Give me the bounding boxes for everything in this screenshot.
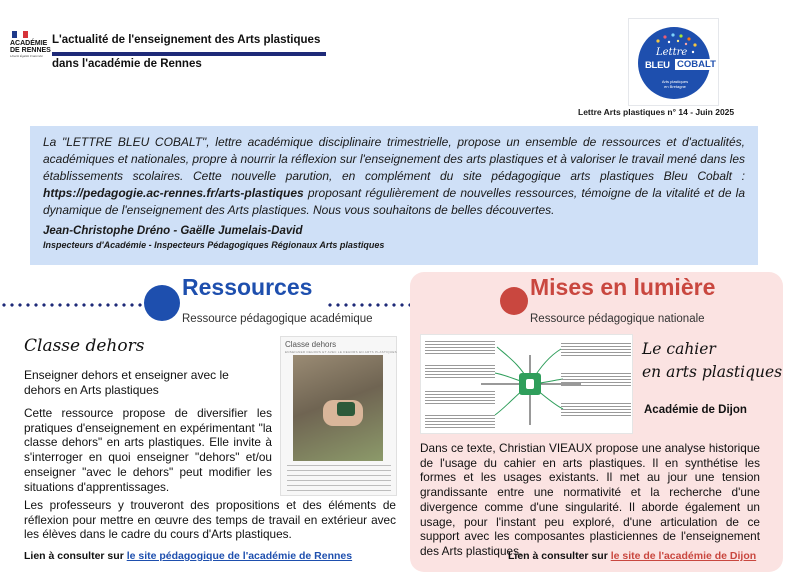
cahier-diagram[interactable] <box>420 334 633 434</box>
intro-text-part2: proposant régulièrement de nouvelles ressources, témoigne de la vitalité et de la dynamique de l'enseignement des Arts plastiques. Nous vous souhaitons de belles découvertes. <box>43 186 745 217</box>
academy-logo <box>10 31 50 71</box>
diagram-text-block <box>425 415 495 429</box>
cahier-paragraph: Dans ce texte, Christian VIEAUX propose une analyse historique de l'usage du cahier en arts plastiques. Il en synthétise les formes et les usages existants. Il met au jour une tension grandissante entre une normativité et la recherche d'une divergence comme d'une singularité. Il aborde également un usage, pour l'instant peu exploré, d'une articulation de ce support avec les composantes plasticiennes de l'enseignement des Arts plastiques. <box>420 441 760 558</box>
cahier-title <box>642 338 782 384</box>
thumbnail-photo <box>293 355 383 461</box>
intro-site-link[interactable]: https://pedagogie.ac-rennes.fr/arts-plastiques <box>43 186 304 200</box>
header-rule <box>52 52 326 56</box>
logo-lettre: Lettre <box>656 47 688 58</box>
intro-text <box>43 134 745 219</box>
intro-authors: Jean-Christophe Dréno - Gaëlle Jumelais-David <box>43 225 303 237</box>
academy-name <box>10 40 51 54</box>
diagram-text-block <box>425 391 495 405</box>
classe-dehors-paragraph-2: Les professeurs y trouveront des propositions et des éléments de réflexion pour mettre en œuvre des temps de travail en extérieur avec les élèves dans le cadre du cours d'Arts plastiques. <box>24 498 396 542</box>
cahier-title-line2: en arts plastiques <box>642 363 783 381</box>
ressources-title: Ressources <box>182 274 313 300</box>
classe-dehors-thumbnail[interactable] <box>280 336 397 496</box>
diagram-text-block <box>425 341 495 355</box>
dotted-rule-left <box>0 303 146 307</box>
diagram-text-block <box>561 373 631 387</box>
academy-name-line1: ACADÉMIE <box>10 40 48 47</box>
mises-en-lumiere-title: Mises en lumière <box>530 274 716 300</box>
ressources-link-line <box>24 550 352 562</box>
ressources-bullet <box>144 285 180 321</box>
ressources-link-prefix: Lien à consulter sur <box>24 550 124 562</box>
source-academie: Académie de Dijon <box>644 404 747 416</box>
mises-en-lumiere-link-prefix: Lien à consulter sur <box>508 550 608 562</box>
ressources-link[interactable]: le site pédagogique de l'académie de Rennes <box>126 550 353 562</box>
thumbnail-caption <box>287 465 391 493</box>
header-subtitle: dans l'académie de Rennes <box>52 58 202 70</box>
mises-en-lumiere-link-line <box>508 550 756 562</box>
classe-dehors-subtitle: Enseigner dehors et enseigner avec le dehors en Arts plastiques <box>24 368 229 397</box>
academy-motto: Liberté Égalité Fraternité <box>10 54 43 58</box>
mises-en-lumiere-link[interactable]: le site de l'académie de Dijon <box>610 550 757 562</box>
thumbnail-subtitle: ENSEIGNER DEHORS ET AVEC LE DEHORS EN ARTS PLASTIQUES <box>285 350 397 354</box>
diagram-text-block <box>561 343 631 357</box>
intro-text-part1: La "LETTRE BLEU COBALT", lettre académique disciplinaire trimestrielle, propose un ensemble de ressources et d'actualités, académiques et nationales, propre à nourrir la réflexion sur l'enseignement des arts plastiques et à valoriser le travail mené dans les établissements scolaires. Cette nouvelle parution, en complément du site pédagogique arts plastiques Bleu Cobalt : <box>43 135 745 183</box>
cahier-title-line1: Le cahier <box>642 340 716 358</box>
academy-name-line2: DE RENNES <box>10 47 51 54</box>
diagram-text-block <box>561 403 631 417</box>
logo-bleu: BLEU <box>645 60 670 71</box>
issue-number: Lettre Arts plastiques n° 14 - Juin 2025 <box>578 107 735 117</box>
mises-en-lumiere-subtitle: Ressource pédagogique nationale <box>530 313 705 325</box>
diagram-hub-icon <box>519 373 541 395</box>
dotted-rule-middle <box>326 303 418 307</box>
classe-dehors-title: Classe dehors <box>24 336 145 356</box>
ressources-subtitle: Ressource pédagogique académique <box>182 313 373 325</box>
mises-en-lumiere-bullet <box>500 287 528 315</box>
classe-dehors-paragraph-1: Cette ressource propose de diversifier les pratiques d'enseignement en expérimentant "la classe dehors" en arts plastiques. Elle invite à s'interroger en quoi enseigner "dehors" et/ou enseigner "avec le dehors" peut modifier les situations d'apprentissages. <box>24 406 272 494</box>
flag-icon <box>12 31 28 38</box>
logo-circle <box>638 27 716 99</box>
header-title: L'actualité de l'enseignement des Arts plastiques <box>52 34 321 46</box>
object-shape <box>337 402 355 416</box>
thumbnail-title: Classe dehors <box>285 340 337 349</box>
bleu-cobalt-logo <box>628 18 719 106</box>
intro-box <box>30 126 758 265</box>
logo-cobalt: COBALT <box>677 59 716 70</box>
diagram-text-block <box>425 365 495 379</box>
logo-subtitle: Arts plastiques en Bretagne <box>661 79 689 89</box>
intro-role: Inspecteurs d'Académie - Inspecteurs Pédagogiques Régionaux Arts plastiques <box>43 240 385 250</box>
